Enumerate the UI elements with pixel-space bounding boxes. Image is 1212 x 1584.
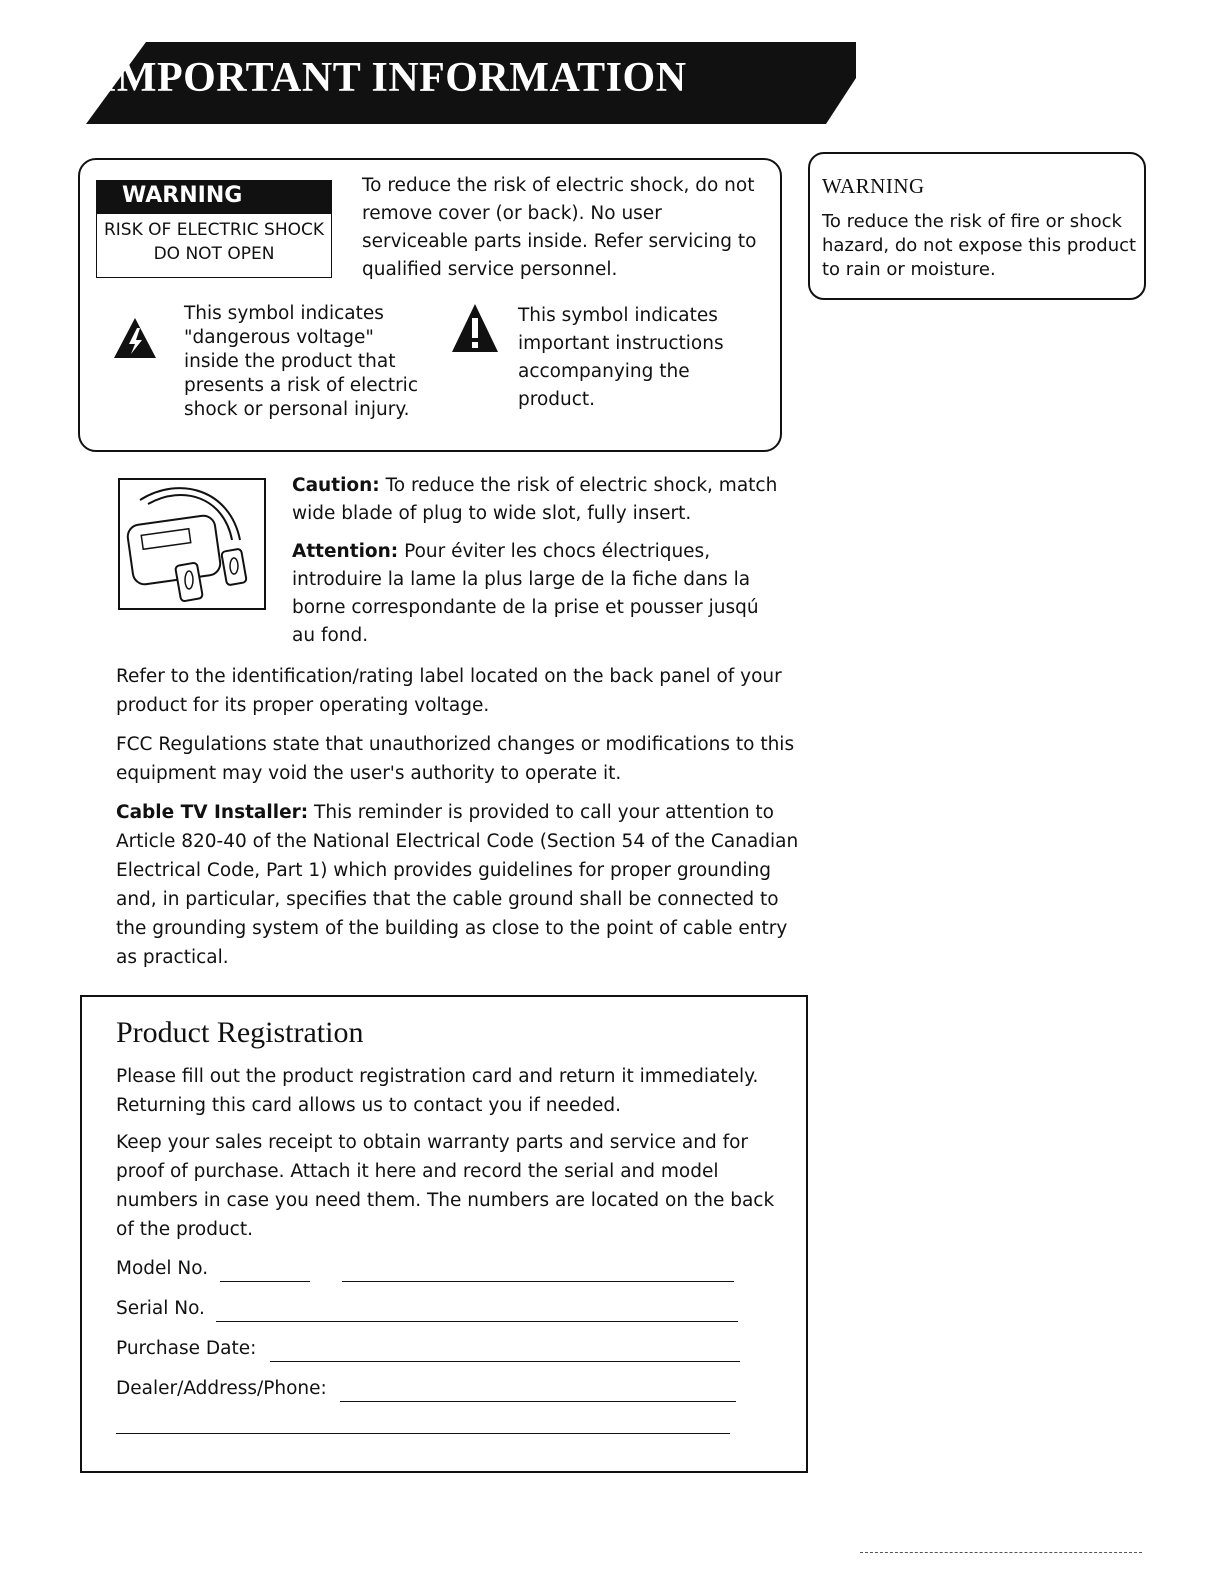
lightning-symbol-text: This symbol indicates "dangerous voltage" inside the product that presents a risk of electric shock or personal injury.: [184, 303, 418, 420]
warning-label-line1: RISK OF ELECTRIC SHOCK: [103, 220, 324, 240]
model-number-line-short[interactable]: [220, 1281, 310, 1282]
attention-label: Attention:: [292, 541, 399, 562]
attention-body: Pour éviter les chocs électriques, introduire la lame la plus large de la fiche dans la borne correspondante de la prise et pousser jusqú au fond.: [292, 541, 759, 646]
plug-illustration: [118, 478, 266, 610]
caution-text: [292, 472, 792, 528]
attention-text: [292, 538, 782, 650]
registration-title: Product Registration: [116, 1016, 364, 1049]
caution-label: Caution:: [292, 475, 380, 496]
side-warning-title: WARNING: [822, 174, 925, 198]
purchase-date-line[interactable]: [270, 1361, 740, 1362]
warning-label-line2: DO NOT OPEN: [153, 244, 275, 264]
dealer-label: Dealer/Address/Phone:: [116, 1378, 327, 1399]
lightning-warning-icon: [112, 316, 158, 360]
model-number-label: Model No.: [116, 1258, 209, 1279]
exclamation-warning-icon: [450, 302, 500, 354]
rating-paragraph: Refer to the identification/rating label located on the back panel of your product for its proper operating voltage.: [116, 666, 782, 716]
serial-number-label: Serial No.: [116, 1298, 205, 1319]
cable-installer-label: Cable TV Installer:: [116, 802, 309, 823]
purchase-date-label: Purchase Date:: [116, 1338, 257, 1359]
model-number-line[interactable]: [342, 1281, 734, 1282]
cable-installer-paragraph: [116, 798, 806, 972]
dealer-line[interactable]: [340, 1401, 736, 1402]
registration-receipt-note: Keep your sales receipt to obtain warranty parts and service and for proof of purchase. Attach it here and record the serial and model numbers in case you need them. The numbers are located on the back of the product.: [116, 1132, 775, 1240]
cable-installer-body: This reminder is provided to call your attention to Article 820-40 of the National Electrical Code (Section 54 of the Canadian Electrical Code, Part 1) which provides guidelines for proper grounding and, in particular, specifies that the cable ground shall be connected to the grounding system of the building as close to the point of cable entry as practical.: [116, 802, 799, 968]
fcc-paragraph: FCC Regulations state that unauthorized changes or modifications to this equipment may void the user's authority to operate it.: [116, 734, 795, 784]
exclamation-symbol-text: This symbol indicates important instructions accompanying the product.: [518, 305, 724, 410]
serial-number-line[interactable]: [216, 1321, 738, 1322]
dealer-line-2[interactable]: [116, 1433, 730, 1434]
side-warning-text: To reduce the risk of fire or shock hazard, do not expose this product to rain or moisture.: [822, 211, 1137, 280]
caution-body: To reduce the risk of electric shock, match wide blade of plug to wide slot, fully insert.: [292, 475, 778, 524]
scan-artifact-line: [860, 1552, 1142, 1553]
warning-label-heading: WARNING: [122, 183, 243, 208]
warning-text: To reduce the risk of electric shock, do not remove cover (or back). No user serviceable parts inside. Refer servicing to qualified service personnel.: [362, 175, 757, 280]
registration-intro: Please fill out the product registration card and return it immediately. Returning this card allows us to contact you if needed.: [116, 1066, 759, 1116]
polarized-plug-icon: [120, 480, 264, 608]
page-title: IMPORTANT INFORMATION: [100, 55, 687, 101]
